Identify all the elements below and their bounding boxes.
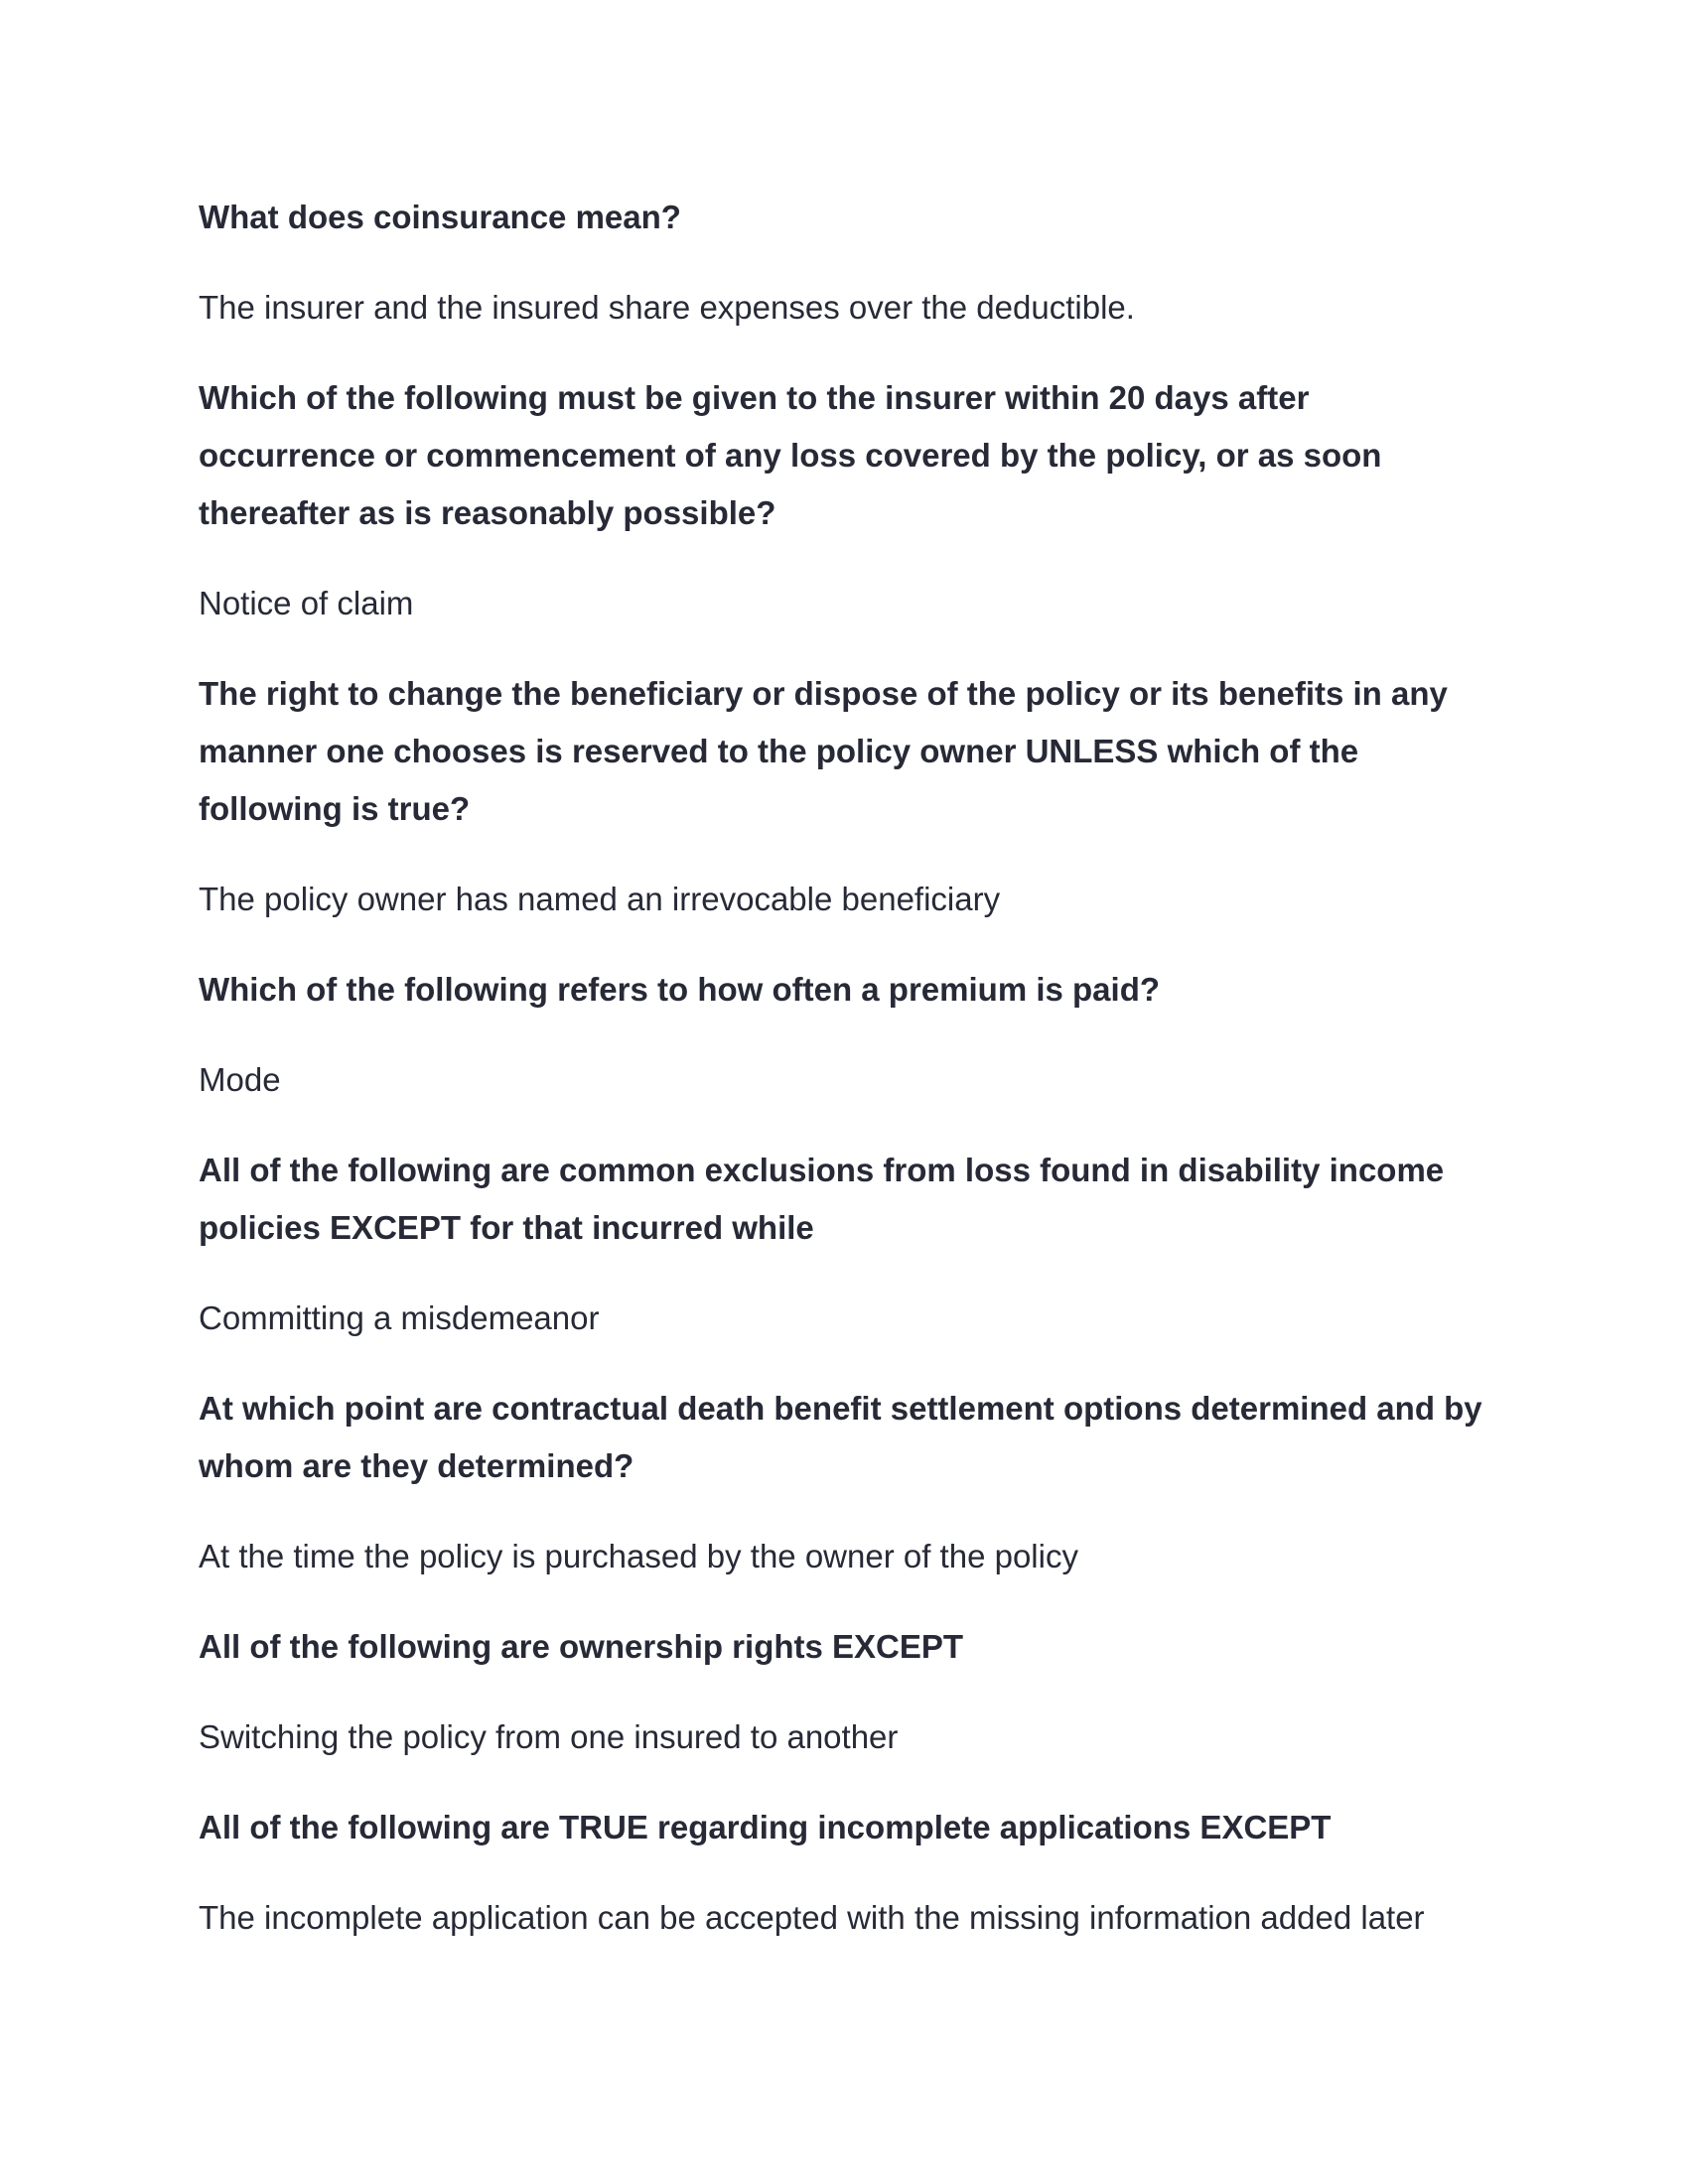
qa-item <box>199 189 1489 337</box>
qa-item <box>199 1380 1489 1585</box>
answer-text: At the time the policy is purchased by the owner of the policy <box>199 1538 1078 1574</box>
answer-text: Notice of claim <box>199 585 414 621</box>
answer-text: Committing a misdemeanor <box>199 1299 600 1336</box>
question-text: The right to change the beneficiary or dispose of the policy or its benefits in any manner one chooses is reserved to the policy owner UNLESS which of the following is true? <box>199 675 1448 827</box>
answer-text: Switching the policy from one insured to another <box>199 1718 899 1755</box>
qa-item <box>199 369 1489 632</box>
qa-item <box>199 1142 1489 1347</box>
document-page <box>199 189 1489 1979</box>
question-text: All of the following are ownership rights EXCEPT <box>199 1628 964 1665</box>
question-text: All of the following are TRUE regarding incomplete applications EXCEPT <box>199 1809 1332 1845</box>
answer-text: The incomplete application can be accepted with the missing information added later <box>199 1899 1425 1936</box>
qa-item <box>199 1618 1489 1766</box>
question-text: Which of the following refers to how often a premium is paid? <box>199 971 1161 1008</box>
answer-text: The policy owner has named an irrevocable beneficiary <box>199 881 1001 917</box>
question-text: At which point are contractual death benefit settlement options determined and by whom are they determined? <box>199 1390 1482 1484</box>
question-text: Which of the following must be given to the insurer within 20 days after occurrence or commencement of any loss covered by the policy, or as soon thereafter as is reasonably possible? <box>199 379 1382 531</box>
qa-item <box>199 961 1489 1109</box>
qa-item <box>199 1799 1489 1947</box>
answer-text: The insurer and the insured share expenses over the deductible. <box>199 289 1135 326</box>
question-text: What does coinsurance mean? <box>199 199 681 235</box>
question-text: All of the following are common exclusions from loss found in disability income policies EXCEPT for that incurred while <box>199 1152 1445 1246</box>
answer-text: Mode <box>199 1061 281 1098</box>
qa-item <box>199 665 1489 928</box>
